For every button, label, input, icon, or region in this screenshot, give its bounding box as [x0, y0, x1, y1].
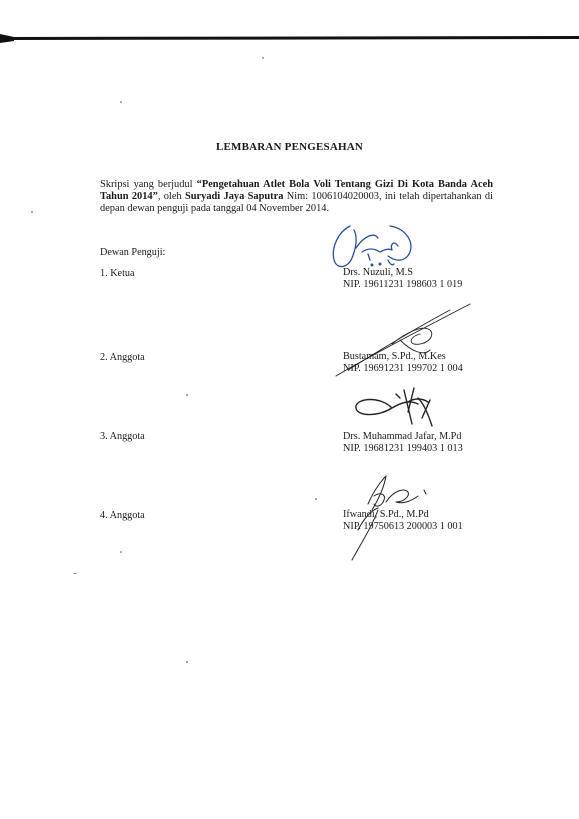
- scan-speck: [186, 661, 188, 663]
- approval-statement: [100, 179, 493, 215]
- scan-speck: [120, 551, 122, 553]
- examiner-name-2: Bustamam, S.Pd., M.Kes: [343, 351, 446, 362]
- examiner-name-3: Drs. Muhammad Jafar, M.Pd: [343, 431, 462, 442]
- examiner-role-1: 1. Ketua: [100, 268, 135, 279]
- signature-4: [338, 470, 438, 562]
- statement-text-3: Nim: 1006104020003, ini telah dipertahankan di depan dewan penguji pada tanggal 04 November 2014.: [100, 191, 493, 214]
- scan-speck: [186, 394, 188, 396]
- examiner-name-1: Drs. Nuzuli, M.S: [343, 267, 413, 278]
- signature-3: [352, 384, 442, 434]
- scan-speck: [73, 573, 77, 574]
- examiner-role-2: 2. Anggota: [100, 352, 145, 363]
- scan-speck: [315, 498, 317, 500]
- author-name: Suryadi Jaya Saputra: [184, 191, 284, 202]
- scan-speck: [31, 211, 33, 213]
- signature-2: [330, 300, 480, 380]
- scan-speck: [120, 101, 122, 103]
- examiner-nip-1: NIP. 19611231 198603 1 019: [343, 279, 463, 290]
- examiner-nip-3: NIP. 19681231 199403 1 013: [343, 443, 463, 454]
- examiner-board-label: Dewan Penguji:: [100, 247, 166, 258]
- examiner-role-3: 3. Anggota: [100, 431, 145, 442]
- scan-speck: [262, 57, 264, 59]
- examiner-role-4: 4. Anggota: [100, 510, 145, 521]
- statement-text-2: , oleh: [157, 191, 185, 202]
- signature-1: [328, 218, 418, 280]
- statement-text-1: Skripsi yang berjudul: [100, 179, 197, 190]
- scan-top-edge: [0, 34, 579, 42]
- page-title: LEMBARAN PENGESAHAN: [215, 141, 364, 153]
- examiner-nip-4: NIP. 19750613 200003 1 001: [343, 521, 463, 532]
- thesis-title: “Pengetahuan Atlet Bola Voli Tentang Gizi Di Kota Banda Aceh Tahun 2014”: [100, 179, 493, 202]
- examiner-nip-2: NIP. 19691231 199702 1 004: [343, 363, 463, 374]
- examiner-name-4: Ifwandi, S.Pd., M.Pd: [343, 509, 429, 520]
